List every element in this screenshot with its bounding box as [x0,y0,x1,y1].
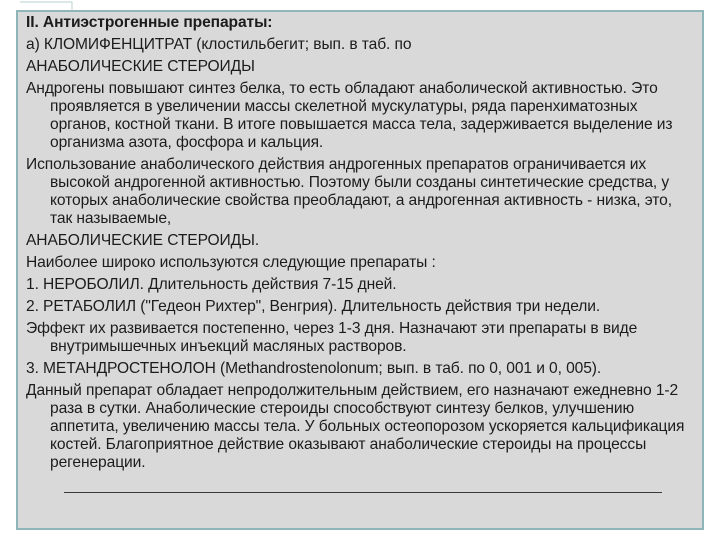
paragraph-usage: Использование анаболического действия андрогенных препаратов ограничивается их высокой андрогенной активностью. Поэтому были созданы синтетические средства, у которых анаболические свойства преобладают, а андрогенная активность - низка, это, так называемые, [26,156,672,227]
paragraph-androgens: Андрогены повышают синтез белка, то есть обладают анаболической активностью. Это проявляется в увеличении массы скелетной мускулатуры, ряда паренхиматозных органов, костной ткани. В итоге повышается масса тела, задерживается выделение из организма азота, фосфора и кальция. [26,80,673,151]
paragraph-anabolic-steroids: АНАБОЛИЧЕСКИЕ СТЕРОИДЫ. [26,232,260,249]
paragraph-effect: Эффект их развивается постепенно, через 1-3 дня. Назначают эти препараты в виде внутримышечных инъекций масляных растворов. [26,320,638,355]
slide-text [26,14,692,476]
paragraph-nerobolil: 1. НЕРОБОЛИЛ. Длительность действия 7-15 дней. [26,276,397,293]
paragraph-anabolic-heading: АНАБОЛИЧЕСКИЕ СТЕРОИДЫ [26,58,255,75]
paragraph-drug-action: Данный препарат обладает непродолжительным действием, его назначают ежедневно 1-2 раза в сутки. Анаболические стероиды способствуют синтезу белков, улучшению аппетита, увеличению массы тела. У больных остеопорозом ускоряется кальцификация костей. Благоприятное действие оказывают анаболические стероиды на процессы регенерации. [26,382,685,471]
section-heading: II. Антиэстрогенные препараты: [26,14,273,31]
slide-panel [16,10,704,530]
paragraph-common-drugs: Наиболее широко используются следующие препараты : [26,254,436,271]
paragraph-methandrostenolone: 3. МЕТАНДРОСТЕНОЛОН (Methandrostenolonum; вып. в таб. по 0, 001 и 0, 005). [26,360,602,377]
paragraph-retabolil: 2. РЕТАБОЛИЛ ("Гедеон Рихтер", Венгрия). Длительность действия три недели. [26,298,601,315]
paragraph-clomiphene: а) КЛОМИФЕНЦИТРАТ (клостильбегит; вып. в таб. по [26,36,412,53]
overlay-line [64,492,662,493]
